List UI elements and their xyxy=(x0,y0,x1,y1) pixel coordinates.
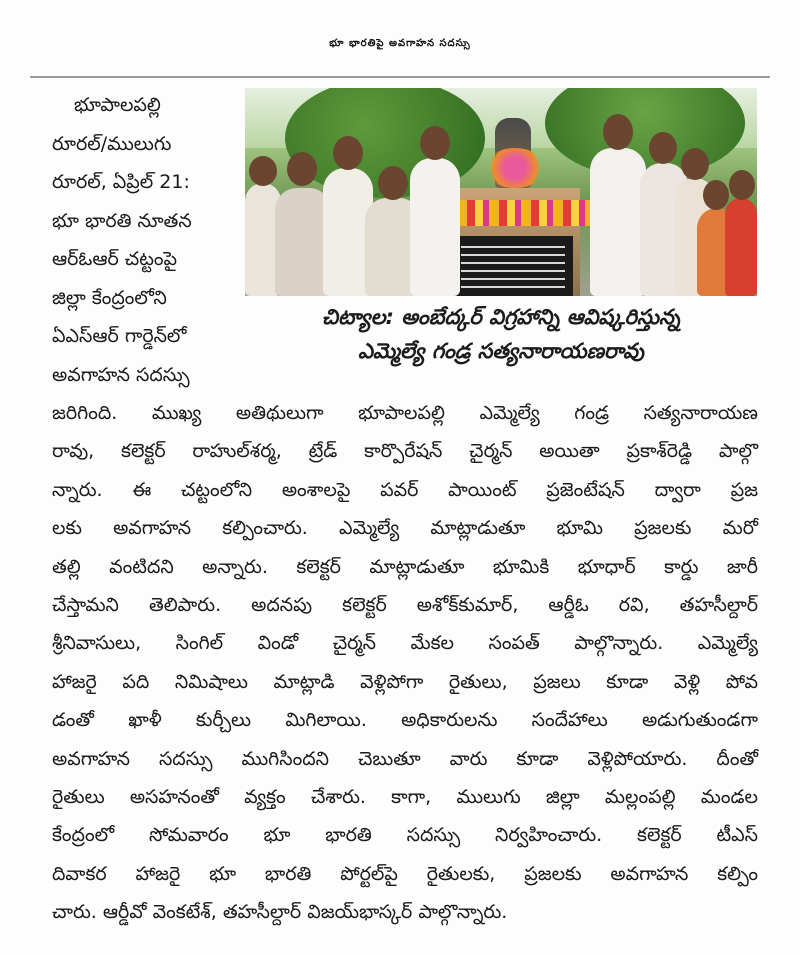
person-head xyxy=(249,156,277,186)
lead-line: జిల్లా కేంద్రంలోని xyxy=(52,286,167,309)
caption-line: ఎమ్మెల్యే గండ్ర సత్యనారాయణరావు xyxy=(357,339,645,363)
person xyxy=(725,198,757,296)
body-line: కేంద్రంలో సోమవారం భూ భారతి సదస్సు నిర్వహించారు. కలెక్టర్ టీఎస్ xyxy=(52,824,758,847)
body-line: అవగాహన సదస్సు ముగిసిందని చెబుతూ వారు కూడా వెళ్లిపోయారు. దీంతో xyxy=(52,747,758,770)
person xyxy=(590,148,646,296)
person-head xyxy=(420,126,450,160)
photo-caption xyxy=(245,300,757,368)
person-head xyxy=(681,148,709,180)
body-line: హాజరై పది నిమిషాలు మాట్లాడి వెళ్లిపోగా రైతులు, ప్రజలు కూడా వెళ్లి పోవ xyxy=(52,670,758,693)
lead-line: ఏఎస్ఆర్ గార్డెన్‌లో xyxy=(52,325,187,347)
lead-line: ఆర్ఓఆర్ చట్టంపై xyxy=(52,248,178,270)
inscription-plaque xyxy=(453,236,573,296)
person-head xyxy=(378,166,408,200)
flower-garland xyxy=(485,148,545,188)
lead-column xyxy=(52,86,230,394)
lead-line: అవగాహన సదస్సు xyxy=(52,363,190,386)
body-line: రైతులు అసహనంతో వ్యక్తం చేశారు. కాగా, ములుగు జిల్లా మల్లంపల్లి మండల xyxy=(52,786,758,809)
body-line: డంతో ఖాళీ కుర్చీలు మిగిలాయి. అధికారులను సందేహాలు అడుగుతుండగా xyxy=(52,709,758,732)
lead-line: రూరల్, ఏప్రిల్ 21: xyxy=(52,171,190,193)
body-line: రావు, కలెక్టర్ రాహుల్‌శర్మ, ట్రేడ్ కార్పొరేషన్ చైర్మన్ అయితా ప్రకాశ్‌రెడ్డి పాల్గొ xyxy=(52,440,758,463)
headline: భూ భారతిపై అవగాహన సదస్సు xyxy=(329,38,471,49)
body-line: చేస్తామని తెలిపారు. అదనపు కలెక్టర్ అశోక్‌కుమార్, ఆర్డీఓ రవి, తహసీల్దార్ xyxy=(52,594,758,617)
article-body xyxy=(52,394,758,932)
body-line: తల్లి వంటిదని అన్నారు. కలెక్టర్ మాట్లాడుతూ భూమికి భూధార్ కార్డు జారీ xyxy=(52,555,758,578)
body-line: చారు. ఆర్డీవో వెంకటేశ్, తహసీల్దార్ విజయ్‌భాస్కర్ పాల్గొన్నారు. xyxy=(52,901,508,924)
body-line: జరిగింది. ముఖ్య అతిథులుగా భూపాలపల్లి ఎమ్మెల్యే గండ్ర సత్యనారాయణ xyxy=(52,402,758,424)
person-head xyxy=(703,180,729,210)
person xyxy=(410,158,460,296)
lead-line: రూరల్/ములుగు xyxy=(52,132,172,155)
body-line: శ్రీనివాసులు, సింగిల్ విండో చైర్మన్ మేకల సంపత్ పాల్గొన్నారు. ఎమ్మెల్యే xyxy=(52,632,758,655)
body-line: దివాకర హాజరై భూ భారతి పోర్టల్‌పై రైతులకు, ప్రజలకు అవగాహన కల్పిం xyxy=(52,862,758,885)
body-line: న్నారు. ఈ చట్టంలోని అంశాలపై పవర్ పాయింట్ ప్రజెంటేషన్ ద్వారా ప్రజ xyxy=(52,478,758,501)
headline-rule xyxy=(30,76,770,78)
person-head xyxy=(287,152,317,186)
news-photo xyxy=(245,88,757,296)
person-head xyxy=(603,114,633,150)
person-head xyxy=(649,132,677,164)
body-line: లకు అవగాహన కల్పించారు. ఎమ్మెల్యే మాట్లాడుతూ భూమి ప్రజలకు మరో xyxy=(52,517,758,540)
caption-line: చిట్యాల: అంబేద్కర్ విగ్రహాన్ని ఆవిష్కరిస్తున్న xyxy=(322,305,680,329)
lead-line: భూ భారతి నూతన xyxy=(52,209,192,232)
person-head xyxy=(333,136,363,170)
person-head xyxy=(729,170,755,200)
lead-line: భూపాలపల్లి xyxy=(74,94,161,116)
